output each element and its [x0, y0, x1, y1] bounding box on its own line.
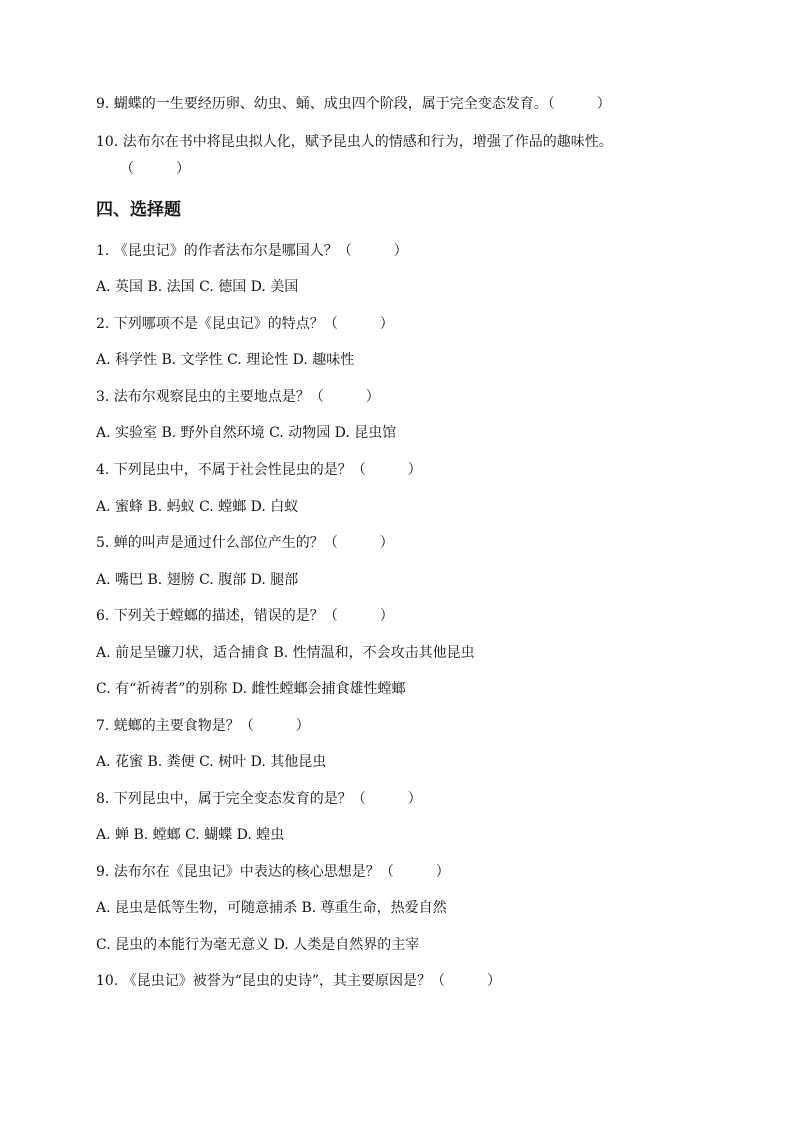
question-3-stem: 3. 法布尔观察昆虫的主要地点是？（ ）: [96, 389, 380, 405]
section-title: 四、选择题: [96, 200, 181, 220]
question-6-options-ab: A. 前足呈镰刀状，适合捕食 B. 性情温和，不会攻击其他昆虫: [96, 645, 475, 661]
question-2-options: A. 科学性 B. 文学性 C. 理论性 D. 趣味性: [96, 352, 355, 368]
question-6-stem: 6. 下列关于螳螂的描述，错误的是？（ ）: [96, 608, 394, 624]
question-5-stem: 5. 蝉的叫声是通过什么部位产生的？（ ）: [96, 535, 394, 551]
question-5-options: A. 嘴巴 B. 翅膀 C. 腹部 D. 腿部: [96, 572, 299, 588]
question-3-options: A. 实验室 B. 野外自然环境 C. 动物园 D. 昆虫馆: [96, 425, 397, 441]
question-7-options: A. 花蜜 B. 粪便 C. 树叶 D. 其他昆虫: [96, 754, 327, 770]
question-4-stem: 4. 下列昆虫中，不属于社会性昆虫的是？（ ）: [96, 462, 422, 478]
judgement-q10: 10. 法布尔在书中将昆虫拟人化，赋予昆虫人的情感和行为，增强了作品的趣味性。: [96, 134, 613, 150]
judgement-q9: 9. 蝴蝶的一生要经历卵、幼虫、蛹、成虫四个阶段，属于完全变态发育。（ ）: [96, 96, 611, 112]
question-9-options-ab: A. 昆虫是低等生物，可随意捕杀 B. 尊重生命，热爱自然: [96, 900, 447, 916]
judgement-q10-blank: （ ）: [120, 161, 190, 177]
question-10-stem: 10. 《昆虫记》被誉为“昆虫的史诗”，其主要原因是？（ ）: [96, 973, 502, 989]
question-9-stem: 9. 法布尔在《昆虫记》中表达的核心思想是？（ ）: [96, 864, 450, 880]
question-1-options: A. 英国 B. 法国 C. 德国 D. 美国: [96, 279, 299, 295]
question-9-options-cd: C. 昆虫的本能行为毫无意义 D. 人类是自然界的主宰: [96, 937, 420, 953]
question-8-options: A. 蝉 B. 螳螂 C. 蝴蝶 D. 蝗虫: [96, 827, 285, 843]
question-8-stem: 8. 下列昆虫中，属于完全变态发育的是？（ ）: [96, 791, 422, 807]
question-2-stem: 2. 下列哪项不是《昆虫记》的特点？（ ）: [96, 316, 394, 332]
question-7-stem: 7. 蜣螂的主要食物是？（ ）: [96, 718, 310, 734]
question-1-stem: 1. 《昆虫记》的作者法布尔是哪国人？（ ）: [96, 243, 408, 259]
question-6-options-cd: C. 有“祈祷者”的别称 D. 雌性螳螂会捕食雄性螳螂: [96, 681, 406, 697]
question-4-options: A. 蜜蜂 B. 蚂蚁 C. 螳螂 D. 白蚁: [96, 499, 299, 515]
